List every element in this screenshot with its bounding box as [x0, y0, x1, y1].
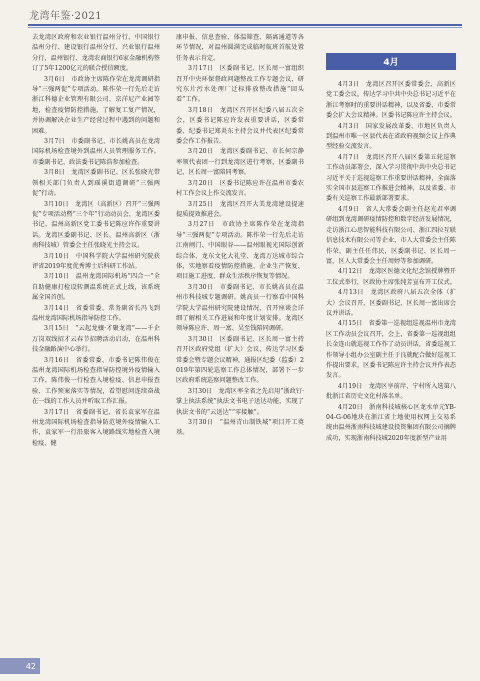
entry-paragraph: 3月15日 “云起龙骧·才聚龙湾”——千企万岗双线招才云春节招聘活动启动，在温州科技金融路演中心举行。: [32, 325, 160, 354]
page-number: 42: [0, 658, 40, 674]
entry-paragraph: 3月30日 市委副书记、市长姚高员在温州市科技城专题调研。姚高员一行察看中国科学院大学温州研究院建设情况，召开座谈会详细了解相关工作进展和年度计划安排。龙湾区领导陈应许、周一富、吴至钱陪同调研。: [176, 283, 304, 333]
header-divider: [28, 24, 462, 26]
entry-paragraph: 3月8日 龙湾区委副书记、区长张晓光带领相关部门负责人到瑶溪街道调研“三强两促”行动。: [32, 169, 160, 198]
entry-paragraph: 4月3日 国家发展改革委、市地区负责人到温州市唯一区县代表在省政府视频会议上作典型经验交流发言。: [326, 122, 456, 151]
entry-paragraph: 4月15日 省委第一巡视组巡视温州市龙湾区工作动员会议召开，会上，省委第一巡视组组长金连山就巡视工作作了动员讲话，省委巡视工作领导小组办公室副主任于良就配合做好巡视工作提出要求，区委书记陈应许主持会议并作表态发言。: [326, 320, 456, 380]
entry-paragraph: 去龙湾区政府和农业银行温州分行、中国银行温州分行、建设银行温州分行、兴业银行温州分行、温州银行、龙湾农商银行6家金融机构签订了5年1200亿元的联合授信额度。: [32, 34, 160, 73]
entry-paragraph: 3月17日 省委副书记、省长袁家军在温州龙湾国际机场检查指导防范境外疫情输入工作，袁家军一行沿旅客入境路线实地检查入境检疫、健: [32, 408, 160, 447]
entry-paragraph: 4月3日 龙湾区召开区委常委会、高新区党工委会议，传达学习中共中央总书记习近平在浙江考察时的重要讲话精神，以及省委、市委常委会扩大会议精神。区委书记陈应许主持会议。: [326, 81, 456, 120]
entry-paragraph: 3月7日 市委副书记、市长姚高员在龙湾国际机场检查境外到温州人员管理服务工作。市委副书记、政法委书记陈浩参加检查。: [32, 138, 160, 166]
entry-paragraph: 3月30日 “温州青山制铁城”项目开工奠基。: [176, 419, 304, 437]
entry-paragraph: 3月27日 市政协主席陈作荣在龙湾指导“三强两促”专项活动。陈作荣一行先后走访江南闸门、中国眼谷——温州眼视光国际创新综合体、龙东文化大礼堂、龙湾万达城市综合体，实地察看疫情防控措施、企业生产恢复、项目施工进度、群众生活秩序恢复等情况。: [176, 221, 304, 281]
entry-paragraph: 4月9日 省人大常委会副主任赵光君率调研组到龙湾调研疫情防控和数字经济发展情况，走访浙江心思智能科技有限公司、浙江四拉互联信息技术有限公司等企业，市人大常委会主任陈作荣，副主任任伟民，区委副书记、区长周一富，区人大常委会主任周婷等参加调研。: [326, 205, 456, 265]
entry-paragraph: 3月16日 省委常委、市委书记陈伟俊在温州龙湾国际机场检查指导防控境外疫情输入工作，陈伟俊一行检查入境检疫、信息申报查验、工作预案落实等情况，看望慰问连续奋战在一线的工作人员并听取工作汇报。: [32, 356, 160, 406]
entry-paragraph: 3月14日 省委常委、常务副省长冯飞到温州龙湾国际机场指导防控工作。: [32, 304, 160, 322]
entry-paragraph: 康申报、信息查验、体温筛查、隔离通道等各环节情况，对温州圆满完成临时航班首航处置任务表示肯定。: [176, 34, 304, 62]
entry-paragraph: 3月20日 区委书记陈应许在温州市委农村工作会议上作交流发言。: [176, 179, 304, 198]
entry-paragraph: 3月25日 龙湾区召开大美龙湾建设提速提质提效推进会。: [176, 200, 304, 218]
entry-paragraph: 3月10日 温州龙湾国际机场“四合一”全自助健康打检设转测温系统正式上线，该系统属全国首创。: [32, 273, 160, 302]
entry-paragraph: 4月19日 龙湾区享前岸、宁村所入选第八批浙江省历史文化村落名单。: [326, 382, 456, 401]
entry-paragraph: 4月20日 浙南科技城核心区龙水单元YB-04-G-06地块在浙江省土地使用权网上交易系统由温州浙南科技城建设投资集团有限公司摘牌成功，实现浙南科技城2020年度新型产业用: [326, 403, 456, 442]
month-label: 4月: [326, 53, 456, 70]
column-left: [32, 33, 160, 449]
column-middle: [176, 33, 304, 439]
entry-paragraph: 3月6日 市政协主席陈作荣在龙湾调研指导“三强两促”专项活动。陈作荣一行先后走访浙江科德企业管理有限公司、京洋尼产业园等地，检查疫情防控措施，了解复工复产情况，并协调解决企业生产经营过程中遇到的问题和困难。: [32, 75, 160, 135]
entry-paragraph: 4月7日 龙湾区召开八届区委第五轮巡察工作动员部署会，深入学习贯彻中共中央总书记习近平关于巡视巡察工作重要讲话精神，全面落实全国市县巡察工作推进会精神，以及省委、市委有关巡察工作最新部署要求。: [326, 153, 456, 203]
entry-paragraph: 4月13日 龙湾区政府八届五次全体（扩大）会议召开，区委副书记、区长周一富出席会议并讲话。: [326, 289, 456, 317]
header-title: 龙湾年鉴·2021: [29, 11, 103, 22]
header-divider-thin: [28, 27, 462, 28]
entry-paragraph: 4月12日 龙湾区医德文化纪念馆授牌暨开工仪式举行，区政协主席张纯芳宣布开工仪式。: [326, 268, 456, 286]
entry-paragraph: 3月30日 区委副书记、区长周一富主持召开区政府党组（扩大）会议，传达学习区委常委会暨专题会议精神，通报区纪委（监委）2019年第四轮巡察工作总体情况，部署下一步区政府系统巡察问题整改工作。: [176, 335, 304, 385]
entry-paragraph: 3月17日 区委副书记、区长周一富组织召开中央环保督政问题整改工作专题会议，研究东片污水处理厂迁标排放整改措施“回头看”工作。: [176, 65, 304, 104]
column-right: [326, 80, 456, 444]
entry-paragraph: 3月10日 龙湾区（高新区）召开“三强两促”专项活动暨“三个年”行动动员会，龙湾区委书记、温州高新区党工委书记陈应许作重要讲话。龙湾区委副书记、区长、温州高新区（浙南科技城）管委会主任张晓光主持会议。: [32, 200, 160, 250]
entry-paragraph: 3月30日 龙湾区率全省之先启用“浙政钉·掌上执法系统”执法文书电子送达功能，实现了执法文书的“云送达”“零接触”。: [176, 387, 304, 416]
entry-paragraph: 3月10日 中国科学院大学温州研究院获评省2019年度优秀博士后科研工作站。: [32, 252, 160, 270]
entry-paragraph: 3月18日 龙湾区召开区纪委八届五次全会，区委书记陈应许发表重要讲话，区委常委、纪委书记郑炎东主持会议并代表区纪委常委会作工作报告。: [176, 106, 304, 146]
entry-paragraph: 3月20日 龙湾区委副书记、市长何宗静率领代表团一行到龙湾区进行考察，区委副书记、区长周一富陪同考察。: [176, 148, 304, 177]
